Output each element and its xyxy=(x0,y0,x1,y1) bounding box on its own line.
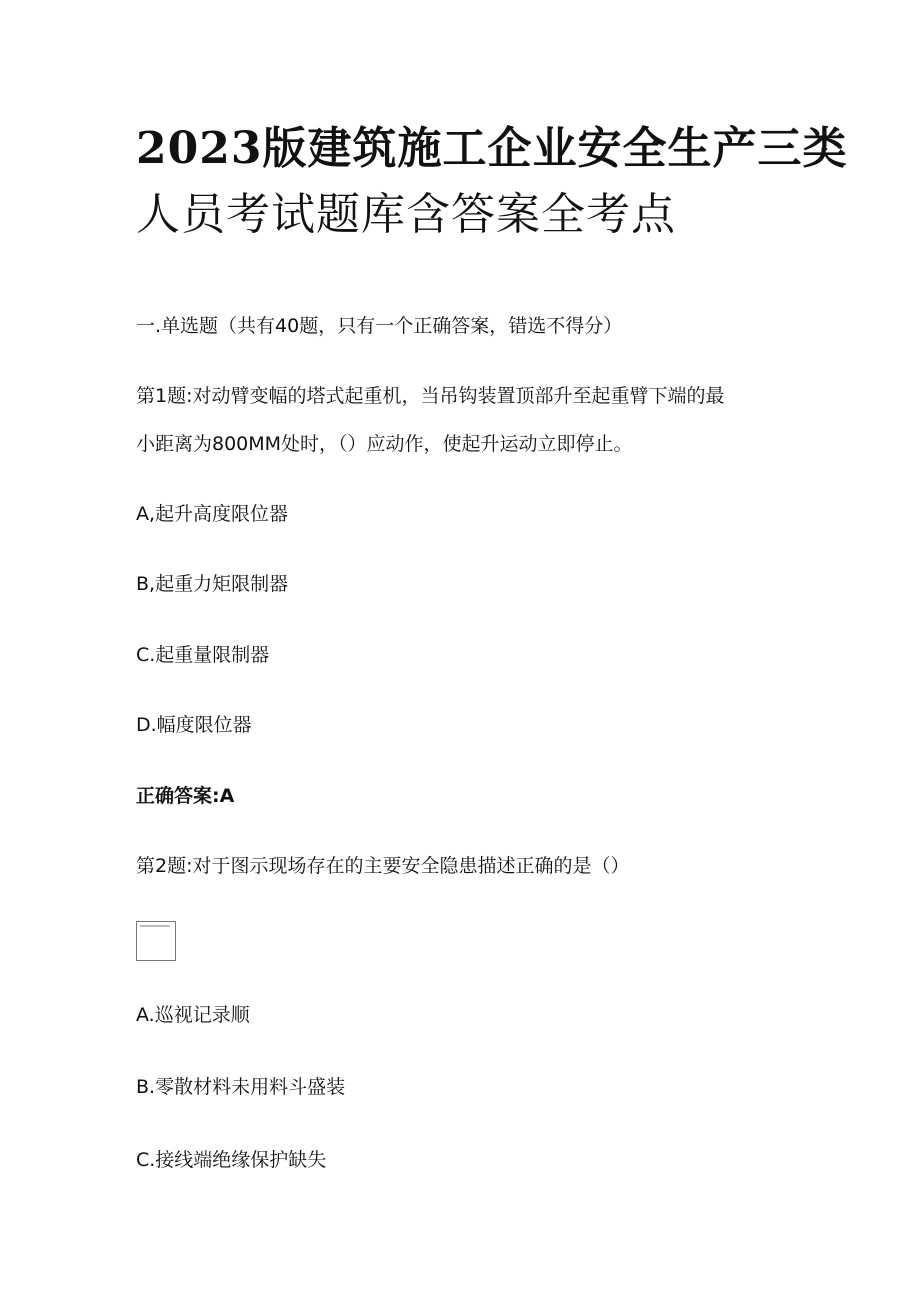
question-1-stem-line-1: 第1题:对动臂变幅的塔式起重机，当吊钩装置顶部升至起重臂下端的最 xyxy=(136,385,725,407)
question-2-stem: 第2题:对于图示现场存在的主要安全隐患描述正确的是（） xyxy=(136,855,630,877)
question-2-option-b: B.零散材料未用料斗盛装 xyxy=(136,1076,346,1098)
question-1-option-c: C.起重量限制器 xyxy=(136,644,270,666)
question-2-option-a: A.巡视记录顺 xyxy=(136,1004,250,1026)
image-placeholder-icon xyxy=(136,921,176,961)
question-1-stem-line-2: 小距离为800MM处时，（）应动作，使起升运动立即停止。 xyxy=(136,433,633,455)
document-title-line-2: 人员考试题库含答案全考点 xyxy=(136,189,676,240)
question-1-option-b: B,起重力矩限制器 xyxy=(136,573,289,595)
question-1-answer: 正确答案:A xyxy=(136,785,235,807)
question-1-option-a: A,起升高度限位器 xyxy=(136,503,289,525)
section-heading: 一.单选题（共有40题，只有一个正确答案，错选不得分） xyxy=(136,315,623,337)
question-1-option-d: D.幅度限位器 xyxy=(136,714,252,736)
question-2-option-c: C.接线端绝缘保护缺失 xyxy=(136,1149,327,1171)
document-title-line-1: 2023版建筑施工企业安全生产三类 xyxy=(136,123,848,174)
